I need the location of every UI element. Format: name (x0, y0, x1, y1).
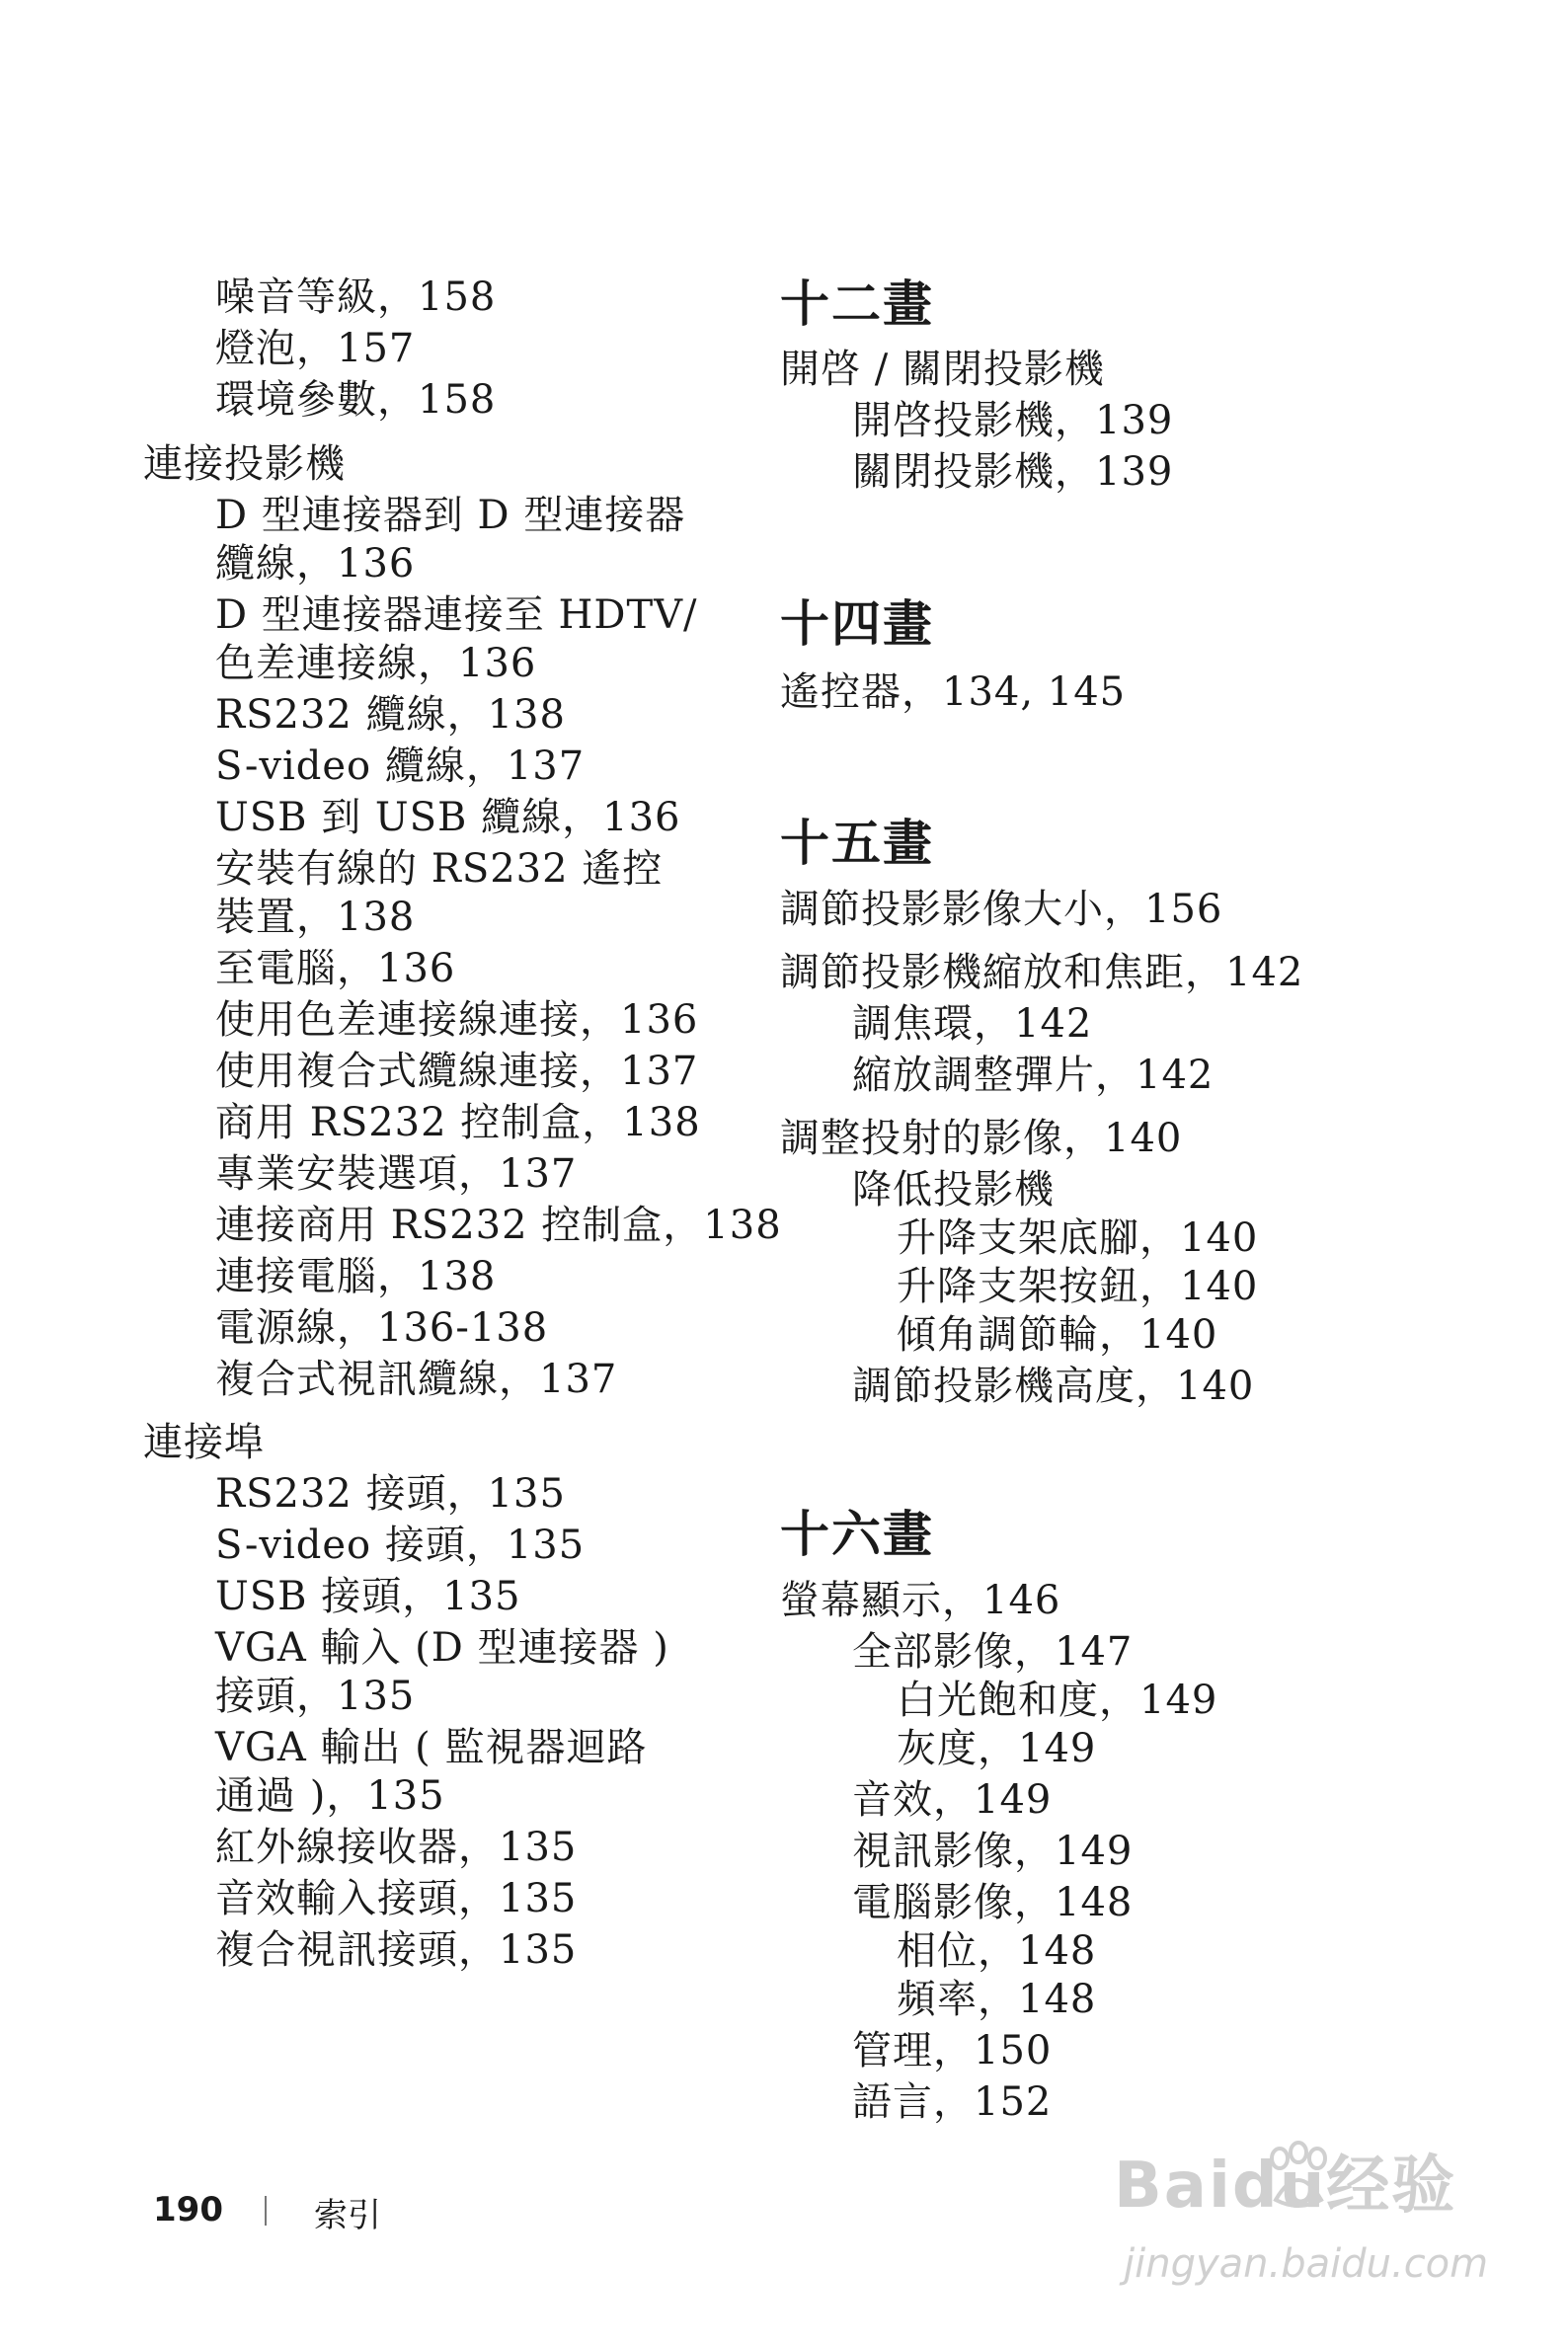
index-entry: 專業安裝選項，137 (215, 1151, 578, 1197)
index-entry: 裝置，138 (215, 895, 416, 940)
index-entry: 開啓投影機，139 (852, 398, 1174, 443)
index-entry: 使用複合式纜線連接，137 (215, 1049, 699, 1094)
section-heading: 十五畫 (780, 815, 934, 872)
index-entry-sub: 頻率，148 (897, 1977, 1097, 2022)
page-number: 190 (153, 2190, 223, 2229)
index-entry: 商用 RS232 控制盒，138 (215, 1100, 701, 1145)
index-entry-main: 遙控器，134, 145 (780, 669, 1127, 715)
index-entry: 電腦影像，148 (852, 1880, 1134, 1925)
index-entry: 關閉投影機，139 (852, 449, 1174, 495)
section-heading: 十六畫 (780, 1506, 934, 1563)
index-entry: 複合視訊接頭，135 (215, 1927, 578, 1973)
baidu-watermark (1114, 2135, 1548, 2322)
index-entry: 噪音等級，158 (215, 274, 497, 320)
index-entry: 音效，149 (852, 1777, 1053, 1823)
index-entry: VGA 輸入 (D 型連接器 ) (215, 1625, 669, 1671)
index-entry-sub: 升降支架底腳，140 (897, 1215, 1259, 1261)
index-entry-sub: 相位，148 (897, 1928, 1097, 1974)
index-entry-main: 調節投影機縮放和焦距，142 (780, 950, 1304, 995)
index-entry: 連接商用 RS232 控制盒，138 (215, 1203, 782, 1248)
index-entry-sub: 灰度，149 (897, 1726, 1097, 1771)
index-entry: 接頭，135 (215, 1674, 416, 1719)
index-entry-main: 連接投影機 (143, 441, 346, 487)
index-entry: 調焦環，142 (852, 1001, 1093, 1047)
index-entry: RS232 纜線，138 (215, 692, 566, 738)
index-entry-sub: 白光飽和度，149 (897, 1678, 1218, 1723)
index-entry: 縮放調整彈片，142 (852, 1053, 1215, 1098)
index-entry: 安裝有線的 RS232 遙控 (215, 846, 664, 892)
index-entry: 電源線，136-138 (215, 1305, 549, 1351)
index-entry-sub: 升降支架按鈕，140 (897, 1264, 1259, 1309)
index-entry-sub: 傾角調節輪，140 (897, 1312, 1218, 1358)
index-entry: 至電腦，136 (215, 946, 456, 991)
index-entry: 全部影像，147 (852, 1629, 1134, 1675)
index-entry: D 型連接器連接至 HDTV/ (215, 592, 698, 638)
paw-icon (1260, 2141, 1337, 2218)
index-entry: VGA 輸出 ( 監視器迴路 (215, 1725, 648, 1770)
index-entry: 語言，152 (852, 2079, 1053, 2125)
index-entry: USB 到 USB 纜線，136 (215, 795, 681, 840)
section-title: 索引 (314, 2196, 381, 2235)
index-entry: 降低投影機 (852, 1167, 1055, 1212)
index-entry: RS232 接頭，135 (215, 1471, 566, 1517)
index-entry: 視訊影像，149 (852, 1829, 1134, 1874)
watermark-logo: Baidu经验 (1114, 2150, 1457, 2223)
index-entry-main: 開啓 / 關閉投影機 (780, 347, 1105, 392)
index-entry-main: 連接埠 (143, 1420, 265, 1465)
index-entry: 使用色差連接線連接，136 (215, 997, 699, 1043)
watermark-url: jingyan.baidu.com (1124, 2241, 1489, 2287)
index-entry: D 型連接器到 D 型連接器 (215, 493, 686, 538)
index-entry: 複合式視訊纜線，137 (215, 1357, 618, 1402)
index-entry: S-video 纜線，137 (215, 743, 586, 789)
section-heading: 十二畫 (780, 275, 934, 333)
index-entry: 紅外線接收器，135 (215, 1825, 578, 1870)
footer-divider (265, 2196, 267, 2226)
index-entry: 管理，150 (852, 2028, 1053, 2073)
index-entry-main: 調節投影影像大小，156 (780, 887, 1223, 932)
index-entry: 音效輸入接頭，135 (215, 1876, 578, 1921)
index-entry: S-video 接頭，135 (215, 1523, 586, 1568)
section-heading: 十四畫 (780, 595, 934, 653)
index-entry: 環境參數，158 (215, 377, 497, 423)
index-entry: 燈泡，157 (215, 326, 416, 371)
index-entry: 調節投影機高度，140 (852, 1364, 1255, 1409)
index-entry: 纜線，136 (215, 541, 416, 586)
index-entry: 連接電腦，138 (215, 1254, 497, 1299)
index-entry: USB 接頭，135 (215, 1574, 521, 1619)
index-entry: 色差連接線，136 (215, 641, 537, 686)
index-entry: 通過 )，135 (215, 1773, 445, 1819)
index-entry-main: 螢幕顯示，146 (780, 1578, 1061, 1623)
index-entry-main: 調整投射的影像，140 (780, 1116, 1183, 1161)
